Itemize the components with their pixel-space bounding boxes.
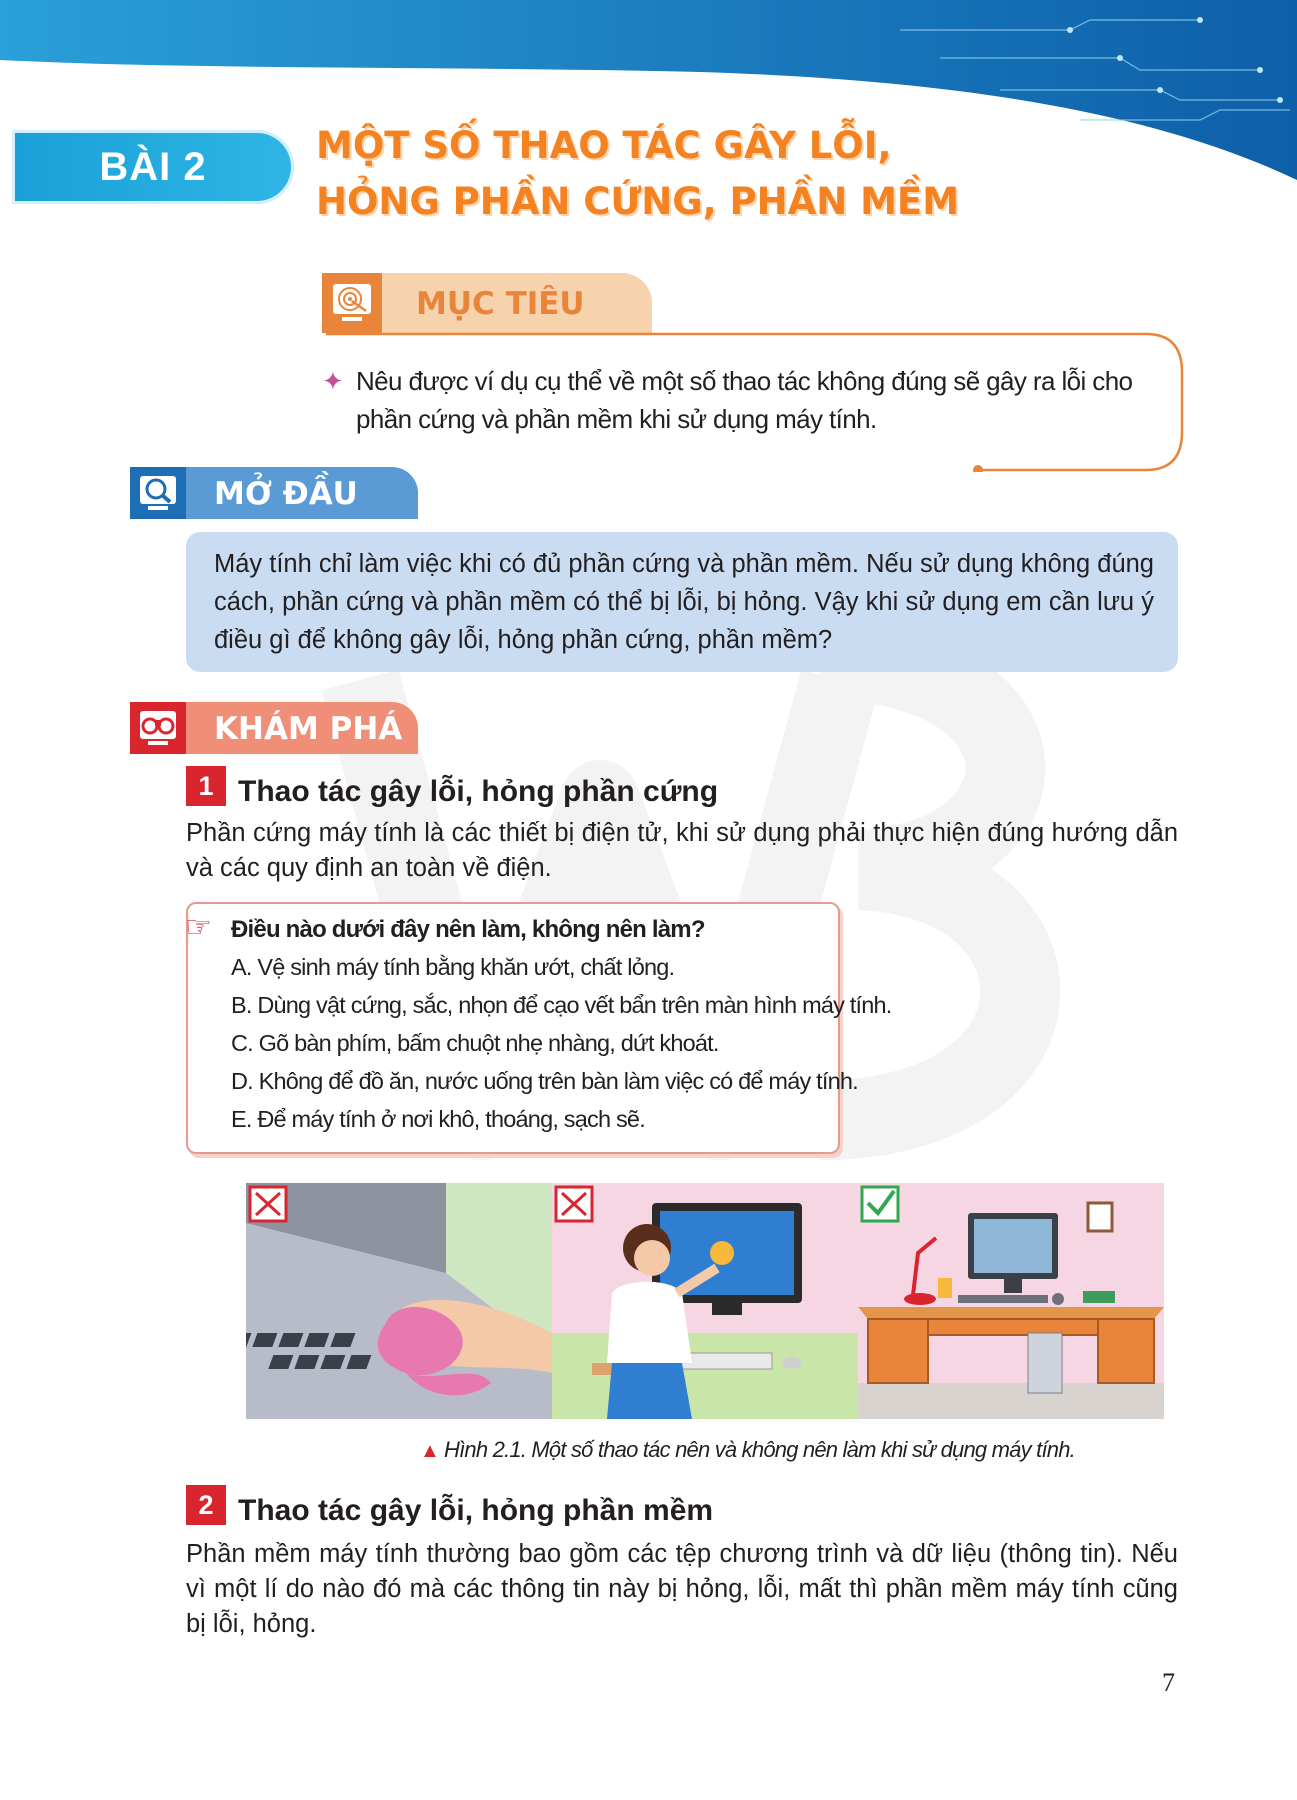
intro-text: Máy tính chỉ làm việc khi có đủ phần cứng và phần mềm. Nếu sử dụng không đúng cách, phần cứng và phần mềm có thể bị lỗi, bị hỏng. Vậy khi sử dụng em cần lưu ý điều gì để không gây lỗi, hỏng phần cứng, phần mềm?	[214, 550, 1154, 654]
intro-heading: MỞ ĐẦU	[214, 476, 358, 512]
illustration-scraping-screen	[552, 1183, 858, 1419]
page-number: 7	[1162, 1668, 1175, 1697]
section-number-1: 1	[186, 766, 226, 806]
section2-title: Thao tác gây lỗi, hỏng phần mềm	[238, 1494, 714, 1527]
illustration-wet-cloth-keyboard	[246, 1183, 552, 1419]
binoculars-icon	[130, 702, 186, 754]
magnifier-icon	[130, 467, 186, 519]
question-option-b: B. Dùng vật cứng, sắc, nhọn để cạo vết bẩn trên màn hình máy tính.	[231, 992, 892, 1018]
figure-caption: Hình 2.1. Một số thao tác nên và không nên làm khi sử dụng máy tính.	[444, 1437, 1075, 1462]
section-number-2: 2	[186, 1485, 226, 1525]
lesson-title-line1: MỘT SỐ THAO TÁC GÂY LỖI,	[316, 124, 892, 167]
lesson-title	[316, 118, 1016, 230]
explore-heading: KHÁM PHÁ	[214, 711, 403, 747]
question-option-e: E. Để máy tính ở nơi khô, thoáng, sạch sẽ.	[231, 1106, 645, 1132]
section2-text: Phần mềm máy tính thường bao gồm các tệp chương trình và dữ liệu (thông tin). Nếu vì một lí do nào đó mà các thông tin này bị hỏng, lỗi, mất thì phần mềm máy tính cũng bị lỗi, hỏng.	[186, 1540, 1178, 1638]
question-option-c: C. Gõ bàn phím, bấm chuột nhẹ nhàng, dứt khoát.	[231, 1030, 719, 1056]
question-option-a: A. Vệ sinh máy tính bằng khăn ướt, chất lỏng.	[231, 954, 675, 980]
section1-title: Thao tác gây lỗi, hỏng phần cứng	[238, 775, 719, 808]
pointing-hand-icon: ☞	[185, 911, 212, 944]
illustration-clean-desk	[858, 1183, 1164, 1419]
question-option-d: D. Không để đồ ăn, nước uống trên bàn làm việc có để máy tính.	[231, 1068, 858, 1094]
lesson-title-line2: HỎNG PHẦN CỨNG, PHẦN MỀM	[316, 180, 960, 223]
objective-text: Nêu được ví dụ cụ thể về một số thao tác không đúng sẽ gây ra lỗi cho phần cứng và phần mềm khi sử dụng máy tính.	[356, 366, 1133, 434]
lesson-number-tag	[12, 130, 294, 204]
caption-triangle-icon: ▲	[420, 1440, 440, 1462]
target-icon	[322, 273, 382, 333]
lesson-number: BÀI 2	[99, 144, 207, 189]
sparkle-bullet-icon: ✦	[322, 366, 344, 396]
section1-text: Phần cứng máy tính là các thiết bị điện tử, khi sử dụng phải thực hiện đúng hướng dẫn và các quy định an toàn về điện.	[186, 819, 1178, 882]
objective-heading: MỤC TIÊU	[416, 286, 585, 322]
question-title: Điều nào dưới đây nên làm, không nên làm?	[231, 916, 705, 943]
